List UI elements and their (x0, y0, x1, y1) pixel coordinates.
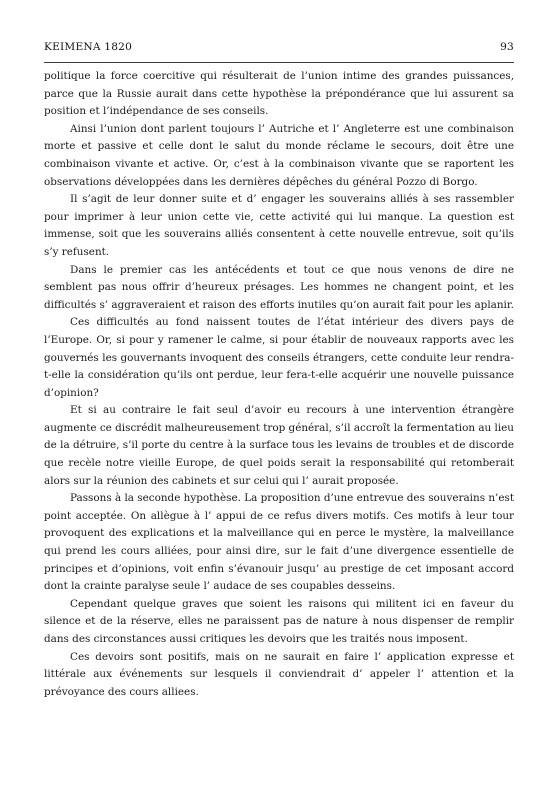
paragraph: Cependant quelque graves que soient les raisons qui militent ici en faveur du silence et de la réserve, elles ne paraissent pas de nature à nous dispenser de remplir dans des circonstances aussi critiques les devoirs que les traités nous imposent. (44, 597, 514, 645)
paragraph: Ces devoirs sont positifs, mais on ne saurait en faire l’ application expresse et littérale aux événements sur lesquels il conviendrait d’ appeler l’ attention et la prévoyance des cours alliees. (44, 650, 514, 698)
paragraph: Et si au contraire le fait seul d’avoir eu recours à une intervention étrangère augmente ce discrédit malheureusement trop général, s’il accroît la fermentation au lieu de la détruire, s’il porte du centre à la surface tous les levains de troubles et de discorde que recèle notre vieille Europe, de quel poids serait la responsabilité qui retomberait alors sur la réunion des cabinets et sur celui qui l’ aurait proposée. (44, 404, 514, 487)
header-rule (44, 62, 514, 63)
paragraph: Passons à la seconde hypothèse. La proposition d’une entrevue des souverains n’est point acceptée. On allègue à l’ appui de ce refus divers motifs. Ces motifs à leur tour provoquent des explications et la malveillance qui en perce le mystère, la malveillance qui prend les cours alliées, pour ainsi dire, sur le fait d’une divergence essentielle de principes et d’opinions, voit enfin s’évanouir jusqu’ au prestige de cet imposant accord dont la crainte paralyse seule l’ audace de ses coupables desseins. (44, 492, 514, 593)
journal-title: KEIMENA 1820 (44, 41, 133, 53)
paragraph: Il s’agit de leur donner suite et d’ engager les souverains alliés à ses rassembler pour imprimer à leur union cette vie, cette activité qui lui manque. La question est immense, soit que les souverains alliés consentent à cette nouvelle entrevue, soit qu’ils s’y refusent. (44, 193, 514, 258)
paragraph: Dans le premier cas les antécédents et tout ce que nous venons de dire ne semblent pas nous offrir d’heureux présages. Les hommes ne changent point, et les difficultés s’ aggraveraient et raison des efforts inutiles qu’on aurait fait pour les aplanir. (44, 263, 514, 311)
body-text (44, 68, 514, 701)
paragraph-continuation: politique la force coercitive qui résulterait de l’union intime des grandes puissances, parce que la Russie aurait dans cette hypothèse la prépondérance que lui assurent sa position et l’indépendance de ses conseils. (44, 70, 514, 118)
running-head (44, 41, 514, 57)
page-number: 93 (500, 41, 514, 53)
paragraph: Ces difficultés au fond naissent toutes de l’état intérieur des divers pays de l’Europe. Or, si pour y ramener le calme, si pour établir de nouveaux rapports avec les gouvernés les gouvernants invoquent des conseils étrangers, cette conduite leur rendra-t-elle la considération qu’ils ont perdue, leur fera-t-elle acquérir une nouvelle puissance d’opinion? (44, 316, 514, 399)
paragraph: Ainsi l’union dont parlent toujours l’ Autriche et l’ Angleterre est une combinaison morte et passive et celle dont le salut du monde réclame le secours, doit être une combinaison vivante et active. Or, c’est à la combinaison vivante que se raportent les observations développées dans les dernières dépêches du général Pozzo di Borgo. (44, 122, 514, 188)
